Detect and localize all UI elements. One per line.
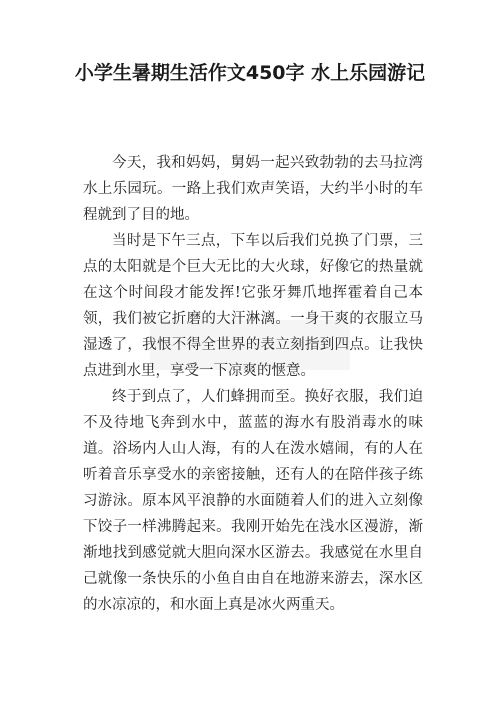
- document-body: [83, 150, 423, 618]
- paragraph: 今天，我和妈妈，舅妈一起兴致勃勃的去马拉湾水上乐园玩。一路上我们欢声笑语，大约半小时的车程就到了目的地。: [83, 155, 423, 223]
- document-title: 小学生暑期生活作文450字 水上乐园游记: [74, 62, 426, 84]
- paragraph: 当时是下午三点，下车以后我们兑换了门票，三点的太阳就是个巨大无比的大火球，好像它的热量就在这个时间段才能发挥!它张牙舞爪地挥霍着自己本领，我们被它折磨的大汗淋漓。一身干爽的衣服立马湿透了，我恨不得全世界的表立刻指到四点。让我快点进到水里，享受一下凉爽的惬意。: [83, 233, 423, 379]
- paragraph: 终于到点了，人们蜂拥而至。换好衣服，我们迫不及待地飞奔到水中，蓝蓝的海水有股消毒水的味道。浴场内人山人海，有的人在泼水嬉闹，有的人在听着音乐享受水的亲密接触，还有人的在陪伴孩子练习游泳。原本风平浪静的水面随着人们的进入立刻像下饺子一样沸腾起来。我刚开始先在浅水区漫游，渐渐地找到感觉就大胆向深水区游去。我感觉在水里自己就像一条快乐的小鱼自由自在地游来游去，深水区的水凉凉的，和水面上真是冰火两重天。: [83, 389, 423, 613]
